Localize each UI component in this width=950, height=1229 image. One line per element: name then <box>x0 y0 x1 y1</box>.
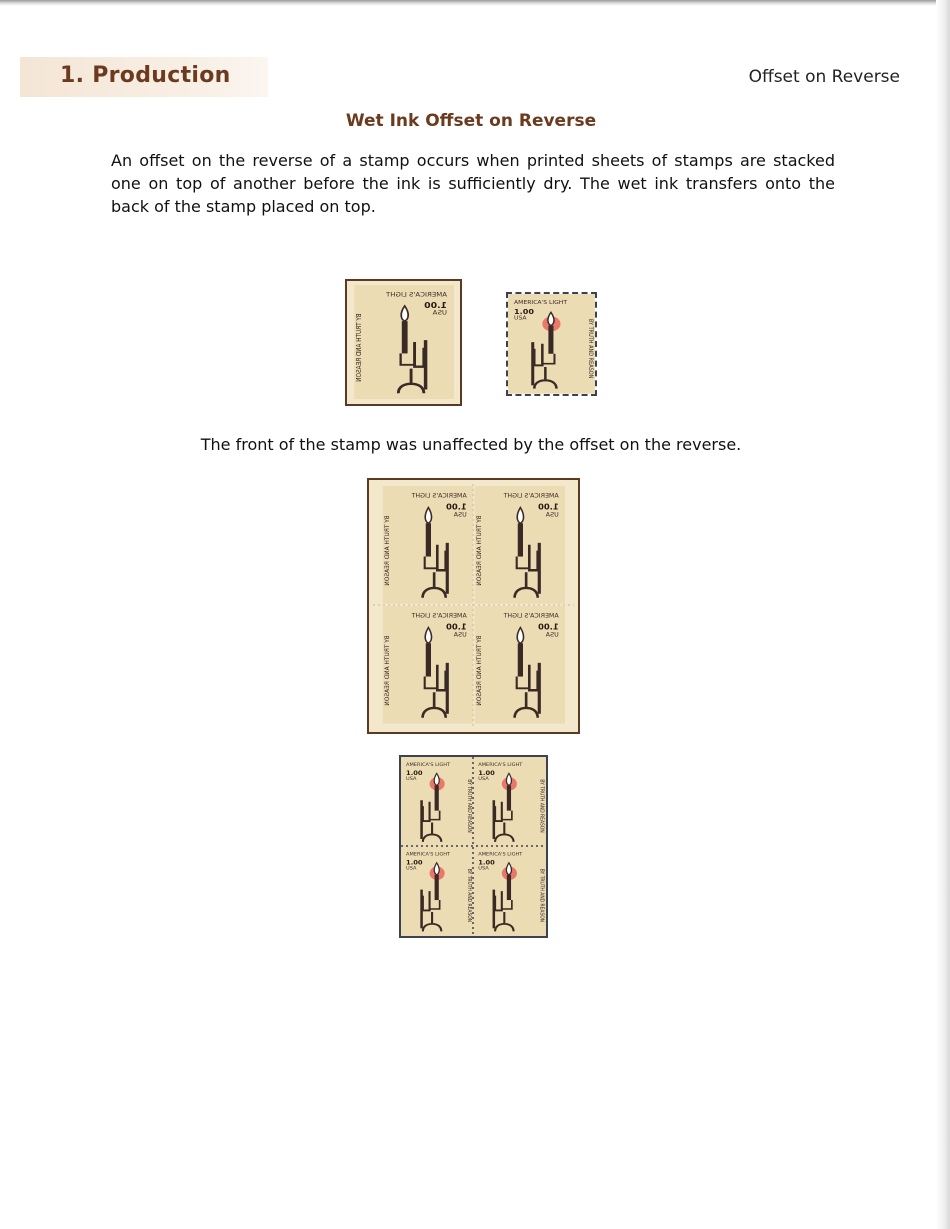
single-stamp-reverse <box>345 279 462 406</box>
scan-edge-top <box>0 0 950 6</box>
single-stamp-reverse-image <box>347 281 460 404</box>
section-title: 1. Production <box>60 63 231 88</box>
block-of-four-reverse-image <box>369 480 578 732</box>
intro-paragraph: An offset on the reverse of a stamp occurs when printed sheets of stamps are stacked one on top of another before the ink is sufficiently dry. The wet ink transfers onto the back of the stamp placed on top. <box>111 151 835 216</box>
block-of-four-reverse <box>367 478 580 734</box>
block-of-four-front-image <box>401 757 546 936</box>
caption: The front of the stamp was unaffected by the offset on the reverse. <box>200 435 742 454</box>
page-heading: Wet Ink Offset on Reverse <box>345 111 597 131</box>
block-of-four-front <box>399 755 548 938</box>
scan-edge-right <box>936 0 950 1229</box>
section-subtitle: Offset on Reverse <box>748 67 900 87</box>
single-stamp-front <box>506 292 597 396</box>
single-stamp-front-image <box>508 294 595 394</box>
